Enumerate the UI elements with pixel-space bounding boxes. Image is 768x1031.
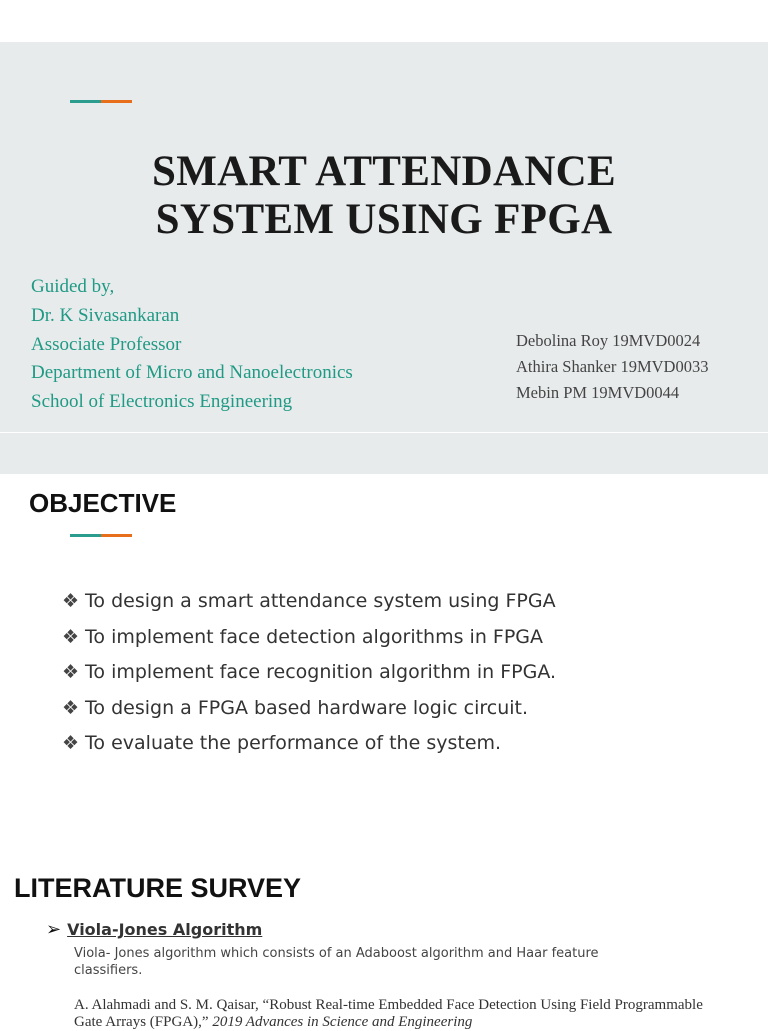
- objective-accent-bar: [70, 534, 132, 537]
- title-line-1: SMART ATTENDANCE: [151, 148, 617, 195]
- guide-school: School of Electronics Engineering: [31, 391, 293, 413]
- diamond-bullet-icon: ❖: [62, 625, 80, 648]
- objective-item: ❖ To implement face detection algorithms in FPGA: [62, 625, 544, 648]
- literature-item: [46, 919, 262, 940]
- title-line-2: SYSTEM USING FPGA: [155, 196, 613, 243]
- diamond-bullet-icon: ❖: [62, 661, 80, 683]
- author-list: [516, 328, 708, 406]
- author-1: Debolina Roy 19MVD0024: [516, 331, 701, 350]
- guide-designation: Associate Professor: [31, 333, 182, 355]
- objective-heading: OBJECTIVE: [29, 488, 177, 518]
- guide-name: Dr. K Sivasankaran: [31, 304, 180, 326]
- diamond-bullet-icon: ❖: [62, 590, 80, 612]
- title-slide: [0, 42, 768, 474]
- objective-item: ❖ To design a smart attendance system using FPGA: [62, 590, 556, 612]
- arrow-bullet-icon: ➢: [46, 919, 62, 940]
- author-3: Mebin PM 19MVD0044: [516, 383, 680, 402]
- objective-item: ❖ To evaluate the performance of the system.: [62, 732, 502, 754]
- guide-label: Guided by,: [31, 276, 115, 297]
- guide-department: Department of Micro and Nanoelectronics: [31, 362, 353, 384]
- diamond-bullet-icon: ❖: [62, 732, 80, 754]
- objective-item: ❖ To design a FPGA based hardware logic circuit.: [62, 696, 529, 719]
- divider: [0, 432, 768, 433]
- objective-list: [62, 585, 556, 763]
- guide-info: [31, 273, 353, 417]
- diamond-bullet-icon: ❖: [62, 696, 80, 719]
- literature-item-description: Viola- Jones algorithm which consists of an Adaboost algorithm and Haar feature classifiers.: [74, 946, 599, 978]
- accent-bar: [70, 100, 132, 103]
- literature-reference: A. Alahmadi and S. M. Qaisar, “Robust Real-time Embedded Face Detection Using Field Programmable Gate Arrays (FPGA),” 2019 Advances in Science and Engineering: [74, 997, 703, 1030]
- objective-item: ❖ To implement face recognition algorithm in FPGA.: [62, 661, 557, 683]
- literature-heading: LITERATURE SURVEY: [14, 873, 302, 903]
- author-2: Athira Shanker 19MVD0033: [516, 357, 709, 376]
- literature-item-title: Viola-Jones Algorithm: [67, 920, 263, 939]
